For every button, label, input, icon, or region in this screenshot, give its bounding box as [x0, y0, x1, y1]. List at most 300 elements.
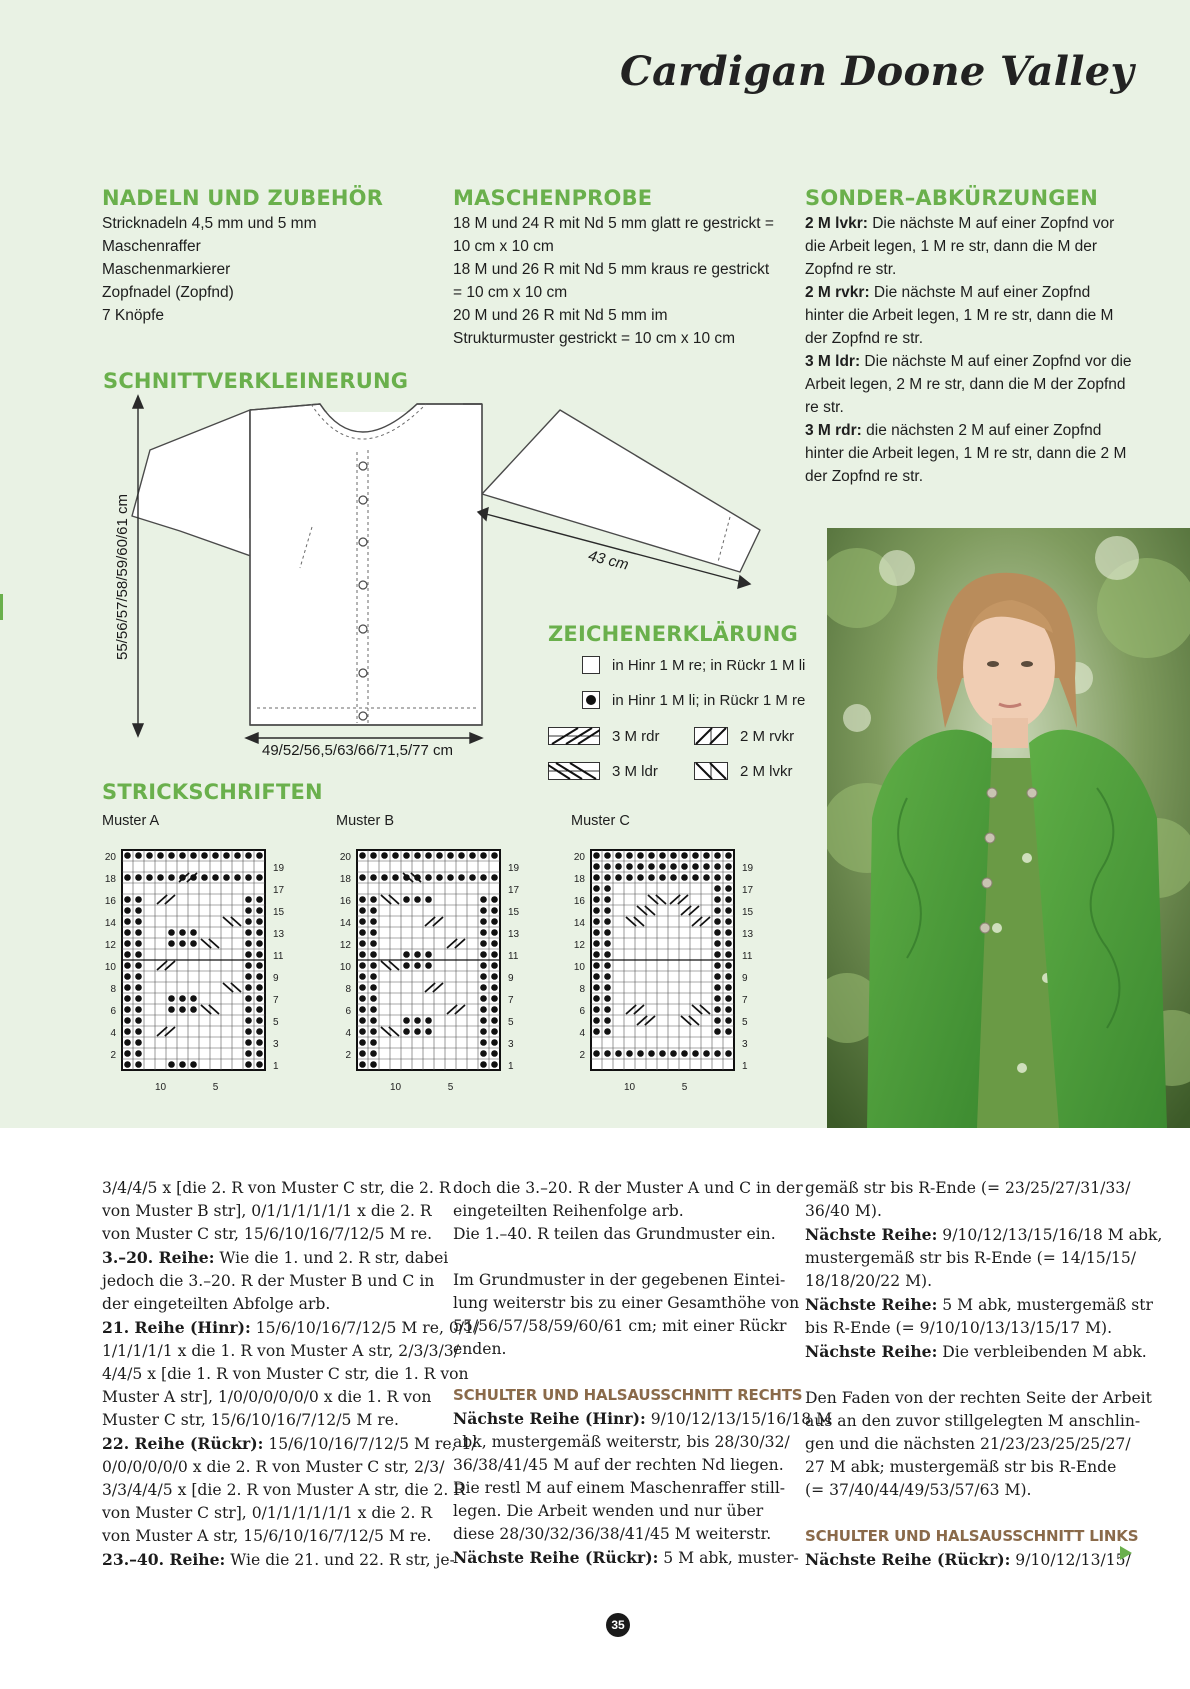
gauge-line: 20 M und 26 R mit Nd 5 mm im — [453, 307, 668, 324]
purl-stitch — [725, 962, 732, 969]
purl-stitch — [714, 885, 721, 892]
legend-2m-rvkr-label: 2 M rvkr — [740, 727, 795, 745]
body-line — [102, 1340, 479, 1363]
purl-stitch — [480, 918, 487, 925]
purl-stitch — [436, 874, 443, 881]
body-column-1 — [102, 1177, 479, 1572]
purl-stitch — [593, 995, 600, 1002]
left-cross-2-icon — [694, 762, 728, 780]
purl-stitch — [725, 863, 732, 870]
purl-stitch — [359, 973, 366, 980]
abbrev-text: die nächsten 2 M auf einer Zopfnd — [861, 422, 1102, 439]
body-line — [453, 1269, 832, 1292]
purl-stitch — [480, 1061, 487, 1068]
row-label: 22. Reihe (Rückr): — [102, 1434, 264, 1453]
body-text: Muster A str], 1/0/0/0/0/0/0 x die 1. R von — [102, 1388, 432, 1406]
purl-stitch — [425, 951, 432, 958]
row-number-label: 20 — [104, 851, 116, 863]
needles-list — [102, 212, 317, 327]
body-text: 36/38/41/45 M auf der rechten Nd liegen. — [453, 1456, 784, 1474]
row-number-label: 17 — [273, 884, 285, 896]
purl-stitch — [604, 874, 611, 881]
purl-stitch — [491, 896, 498, 903]
purl-stitch — [480, 907, 487, 914]
purl-stitch — [725, 1050, 732, 1057]
gauge-line: = 10 cm x 10 cm — [453, 284, 568, 301]
purl-stitch — [256, 1017, 263, 1024]
abbrev-line — [805, 419, 1132, 442]
row-label: Nächste Reihe: — [805, 1295, 938, 1314]
height-label: 55/56/57/58/59/60/61 cm — [114, 494, 131, 660]
body-column-2 — [453, 1177, 832, 1570]
purl-stitch — [245, 973, 252, 980]
purl-stitch — [359, 995, 366, 1002]
legend-2m-lvkr — [694, 762, 793, 780]
purl-stitch — [135, 1039, 142, 1046]
purl-stitch — [725, 929, 732, 936]
body-line — [102, 1246, 479, 1270]
purl-stitch — [491, 962, 498, 969]
column-number-label: 10 — [154, 1082, 167, 1093]
purl-stitch — [403, 896, 410, 903]
purl-stitch — [359, 907, 366, 914]
purl-stitch — [491, 852, 498, 859]
purl-stitch — [692, 1050, 699, 1057]
purl-stitch — [480, 852, 487, 859]
purl-stitch — [256, 995, 263, 1002]
body-text: Die verbleibenden M abk. — [937, 1343, 1147, 1361]
purl-stitch — [480, 940, 487, 947]
purl-stitch — [725, 951, 732, 958]
body-line — [805, 1293, 1162, 1317]
body-text: Muster C str, 15/6/10/16/7/12/5 M re. — [102, 1411, 399, 1429]
body-text: Den Faden von der rechten Seite der Arbeit — [805, 1389, 1152, 1407]
purl-stitch — [179, 1061, 186, 1068]
purl-stitch — [212, 874, 219, 881]
purl-stitch — [480, 962, 487, 969]
row-label: 21. Reihe (Hinr): — [102, 1318, 251, 1337]
purl-stitch — [714, 929, 721, 936]
row-number-label: 8 — [579, 983, 585, 995]
purl-stitch — [135, 995, 142, 1002]
row-number-label: 16 — [104, 895, 116, 907]
purl-stitch — [604, 951, 611, 958]
body-text: legen. Die Arbeit wenden und nur über — [453, 1502, 764, 1520]
column-number-label: 10 — [623, 1082, 636, 1093]
purl-stitch — [370, 907, 377, 914]
abbrev-text: der Zopfnd re str. — [805, 468, 924, 485]
purl-stitch — [168, 1006, 175, 1013]
purl-stitch — [714, 951, 721, 958]
purl-stitch — [201, 874, 208, 881]
purl-stitch — [626, 863, 633, 870]
row-number-label: 1 — [742, 1060, 748, 1072]
purl-stitch — [223, 852, 230, 859]
purl-stitch — [403, 962, 410, 969]
purl-stitch — [392, 852, 399, 859]
purl-stitch — [381, 874, 388, 881]
purl-stitch — [359, 918, 366, 925]
right-cross-3-icon — [548, 727, 600, 745]
row-number-label: 7 — [508, 994, 514, 1006]
legend-purl-label: in Hinr 1 M li; in Rückr 1 M re — [612, 691, 806, 709]
row-number-label: 7 — [273, 994, 279, 1006]
purl-stitch — [593, 951, 600, 958]
purl-stitch — [179, 852, 186, 859]
purl-stitch — [637, 874, 644, 881]
purl-stitch — [135, 1017, 142, 1024]
row-number-label: 3 — [273, 1038, 279, 1050]
purl-stitch — [659, 1050, 666, 1057]
purl-stitch — [491, 1028, 498, 1035]
needles-line: Zopfnadel (Zopfnd) — [102, 284, 234, 301]
row-number-label: 19 — [508, 862, 520, 874]
row-number-label: 16 — [339, 895, 351, 907]
purl-stitch — [425, 962, 432, 969]
body-line — [102, 1200, 479, 1223]
row-number-label: 8 — [345, 983, 351, 995]
abbrev-text: hinter die Arbeit legen, 1 M re str, dann die M — [805, 307, 1114, 324]
purl-stitch — [593, 1006, 600, 1013]
row-label: 23.–40. Reihe: — [102, 1550, 226, 1569]
row-number-label: 8 — [110, 983, 116, 995]
legend-2m-rvkr — [694, 727, 794, 745]
column-number-label: 5 — [212, 1082, 219, 1093]
purl-stitch — [168, 929, 175, 936]
needles-line: Maschenraffer — [102, 238, 201, 255]
purl-stitch — [135, 1006, 142, 1013]
row-number-label: 10 — [573, 961, 585, 973]
purl-stitch — [714, 896, 721, 903]
purl-stitch — [593, 863, 600, 870]
purl-stitch — [124, 973, 131, 980]
purl-stitch — [146, 874, 153, 881]
abbrev-term: 2 M rvkr: — [805, 284, 870, 301]
schematic-heading: SCHNITTVERKLEINERUNG — [103, 369, 409, 393]
abbrev-text: Arbeit legen, 2 M re str, dann die M der Zopfnd — [805, 376, 1126, 393]
row-number-label: 14 — [573, 917, 585, 929]
purl-stitch — [245, 1061, 252, 1068]
charts-heading: STRICKSCHRIFTEN — [102, 780, 323, 804]
purl-stitch — [714, 1017, 721, 1024]
purl-stitch — [190, 995, 197, 1002]
purl-stitch — [491, 1039, 498, 1046]
chart-b-label: Muster B — [336, 813, 395, 829]
paragraph-gap — [453, 1361, 832, 1384]
purl-stitch — [681, 852, 688, 859]
abbrev-term: 2 M lvkr: — [805, 215, 868, 232]
body-text: aus an den zuvor stillgelegten M anschlin- — [805, 1412, 1141, 1430]
body-line — [453, 1500, 832, 1523]
purl-stitch — [637, 1050, 644, 1057]
row-number-label: 13 — [508, 928, 520, 940]
purl-stitch — [256, 874, 263, 881]
body-line — [805, 1548, 1162, 1572]
purl-stitch — [714, 1028, 721, 1035]
body-line — [102, 1456, 479, 1479]
purl-stitch — [491, 984, 498, 991]
gauge-line: 18 M und 26 R mit Nd 5 mm kraus re gestrickt — [453, 261, 770, 278]
purl-stitch — [670, 1050, 677, 1057]
purl-stitch — [458, 874, 465, 881]
purl-stitch — [245, 929, 252, 936]
purl-stitch — [124, 1039, 131, 1046]
row-number-label: 2 — [110, 1049, 116, 1061]
purl-stitch — [403, 852, 410, 859]
purl-stitch — [370, 1017, 377, 1024]
row-label: Nächste Reihe (Rückr): — [453, 1548, 659, 1567]
body-line — [453, 1338, 832, 1361]
page-title: Cardigan Doone Valley — [619, 48, 1134, 95]
abbrev-text: Zopfnd re str. — [805, 261, 897, 278]
body-line — [453, 1523, 832, 1546]
purl-stitch — [201, 852, 208, 859]
purl-stitch — [604, 896, 611, 903]
purl-stitch — [714, 852, 721, 859]
abbrev-list — [805, 212, 1132, 488]
body-text: enden. — [453, 1340, 507, 1358]
row-label: 3.–20. Reihe: — [102, 1248, 215, 1267]
purl-stitch — [491, 1006, 498, 1013]
legend-knit — [582, 656, 805, 674]
purl-stitch — [593, 1050, 600, 1057]
purl-stitch — [256, 940, 263, 947]
body-line — [102, 1316, 479, 1340]
abbrev-text: Die nächste M auf einer Zopfnd vor — [867, 215, 1115, 232]
purl-stitch — [593, 1028, 600, 1035]
continue-arrow-icon — [1120, 1546, 1132, 1560]
row-number-label: 16 — [573, 895, 585, 907]
purl-stitch — [604, 852, 611, 859]
row-number-label: 12 — [573, 939, 585, 951]
purl-stitch — [245, 1028, 252, 1035]
purl-stitch — [168, 1061, 175, 1068]
row-number-label: 17 — [742, 884, 754, 896]
purl-stitch — [604, 984, 611, 991]
body-line — [453, 1315, 832, 1338]
legend-3m-rdr-label: 3 M rdr — [612, 727, 660, 745]
purl-stitch — [256, 1006, 263, 1013]
purl-stitch — [648, 863, 655, 870]
purl-stitch — [124, 907, 131, 914]
purl-stitch — [359, 1061, 366, 1068]
purl-stitch — [469, 852, 476, 859]
purl-stitch — [615, 874, 622, 881]
purl-stitch — [447, 852, 454, 859]
body-line — [453, 1431, 832, 1454]
purl-stitch — [190, 1061, 197, 1068]
needles-line: 7 Knöpfe — [102, 307, 165, 324]
row-number-label: 18 — [573, 873, 585, 885]
legend-3m-ldr — [548, 762, 658, 780]
purl-stitch — [179, 929, 186, 936]
gauge-heading: MASCHENPROBE — [453, 186, 653, 210]
body-text: 15/6/10/16/7/12/5 M re, 0/1/ — [250, 1319, 480, 1337]
page-number: 35 — [606, 1613, 630, 1637]
purl-stitch — [604, 962, 611, 969]
purl-stitch — [403, 1028, 410, 1035]
body-line — [102, 1432, 479, 1456]
purl-stitch — [370, 918, 377, 925]
purl-stitch — [425, 896, 432, 903]
purl-stitch — [392, 874, 399, 881]
purl-stitch — [146, 852, 153, 859]
body-line — [453, 1177, 832, 1200]
purl-stitch — [256, 896, 263, 903]
purl-stitch — [359, 874, 366, 881]
purl-stitch — [370, 940, 377, 947]
purl-stitch — [480, 929, 487, 936]
purl-stitch — [245, 995, 252, 1002]
purl-stitch — [179, 1006, 186, 1013]
purl-stitch — [135, 918, 142, 925]
purl-stitch — [491, 874, 498, 881]
body-line — [805, 1317, 1162, 1340]
purl-stitch — [256, 1050, 263, 1057]
purl-stitch — [425, 874, 432, 881]
purl-stitch — [604, 885, 611, 892]
row-number-label: 20 — [573, 851, 585, 863]
purl-stitch — [256, 907, 263, 914]
purl-stitch — [359, 962, 366, 969]
purl-stitch — [626, 1050, 633, 1057]
purl-stitch — [714, 907, 721, 914]
purl-stitch — [256, 973, 263, 980]
purl-stitch — [359, 951, 366, 958]
purl-stitch — [480, 1050, 487, 1057]
purl-stitch — [604, 1017, 611, 1024]
abbrev-term: 3 M rdr: — [805, 422, 862, 439]
row-number-label: 11 — [742, 950, 753, 962]
row-number-label: 13 — [273, 928, 285, 940]
needles-line: Maschenmarkierer — [102, 261, 231, 278]
purl-stitch — [135, 984, 142, 991]
body-line — [102, 1293, 479, 1316]
purl-stitch — [692, 852, 699, 859]
row-number-label: 5 — [742, 1016, 748, 1028]
purl-stitch — [135, 1061, 142, 1068]
body-line — [453, 1200, 832, 1223]
purl-stitch — [425, 1017, 432, 1024]
purl-stitch — [245, 1006, 252, 1013]
body-line — [805, 1410, 1162, 1433]
purl-stitch — [124, 1006, 131, 1013]
body-line — [102, 1409, 479, 1432]
body-text: Wie die 21. und 22. R str, je- — [225, 1551, 455, 1569]
abbrev-line — [805, 212, 1132, 235]
row-number-label: 9 — [742, 972, 748, 984]
purl-stitch — [370, 1039, 377, 1046]
row-number-label: 6 — [579, 1005, 585, 1017]
purl-stitch — [168, 995, 175, 1002]
row-number-label: 2 — [345, 1049, 351, 1061]
purl-stitch — [425, 852, 432, 859]
purl-stitch — [179, 995, 186, 1002]
purl-stitch — [370, 896, 377, 903]
purl-stitch — [593, 1017, 600, 1024]
abbrev-line — [805, 327, 1132, 350]
purl-stitch — [604, 1050, 611, 1057]
abbrev-text: Die nächste M auf einer Zopfnd vor die — [860, 353, 1132, 370]
purl-stitch — [359, 1006, 366, 1013]
purl-stitch — [135, 1050, 142, 1057]
purl-stitch — [135, 940, 142, 947]
legend-2m-lvkr-label: 2 M lvkr — [740, 762, 793, 780]
purl-stitch — [124, 984, 131, 991]
purl-stitch — [370, 951, 377, 958]
purl-stitch — [370, 984, 377, 991]
abbrev-text: die Arbeit legen, 1 M re str, dann die M der — [805, 238, 1098, 255]
chart-muster-b — [333, 840, 533, 1120]
purl-stitch — [124, 918, 131, 925]
purl-stitch — [245, 896, 252, 903]
row-number-label: 15 — [508, 906, 520, 918]
body-line — [102, 1479, 479, 1502]
purl-stitch — [168, 874, 175, 881]
body-text: von Muster C str], 0/1/1/1/1/1/1 x die 2. R — [102, 1504, 433, 1522]
row-number-label: 10 — [104, 961, 116, 973]
purl-stitch — [245, 1017, 252, 1024]
purl-stitch — [725, 1017, 732, 1024]
abbrev-line — [805, 304, 1132, 327]
chart-muster-a — [98, 840, 298, 1120]
purl-stitch — [480, 1017, 487, 1024]
purl-stitch — [124, 1028, 131, 1035]
width-label: 49/52/56,5/63/66/71,5/77 cm — [262, 742, 453, 759]
abbrev-text: re str. — [805, 399, 844, 416]
purl-stitch — [245, 874, 252, 881]
purl-stitch — [491, 1017, 498, 1024]
purl-stitch — [480, 984, 487, 991]
sleeve-length-label: 43 cm — [586, 547, 631, 574]
purl-stitch — [359, 1050, 366, 1057]
purl-stitch — [593, 973, 600, 980]
purl-stitch — [648, 852, 655, 859]
purl-stitch — [124, 951, 131, 958]
abbrev-line — [805, 350, 1132, 373]
purl-stitch — [615, 863, 622, 870]
purl-stitch — [414, 962, 421, 969]
purl-stitch — [725, 1006, 732, 1013]
purl-stitch — [714, 1006, 721, 1013]
purl-stitch — [168, 940, 175, 947]
left-cross-3-icon — [548, 762, 600, 780]
abbrev-text: Die nächste M auf einer Zopfnd — [869, 284, 1091, 301]
purl-stitch — [480, 995, 487, 1002]
purl-stitch — [714, 874, 721, 881]
row-number-label: 9 — [273, 972, 279, 984]
body-line — [805, 1433, 1162, 1456]
purl-stitch — [256, 929, 263, 936]
knit-symbol-icon — [582, 656, 600, 674]
body-line — [805, 1247, 1162, 1270]
purl-stitch — [135, 907, 142, 914]
purl-stitch — [414, 896, 421, 903]
legend-heading: ZEICHENERKLÄRUNG — [548, 622, 798, 646]
purl-stitch — [593, 940, 600, 947]
purl-stitch — [256, 951, 263, 958]
body-text: 15/6/10/16/7/12/5 M re, 1/ — [263, 1435, 477, 1453]
purl-stitch — [190, 852, 197, 859]
purl-stitch — [615, 1050, 622, 1057]
row-number-label: 14 — [104, 917, 116, 929]
purl-stitch — [714, 863, 721, 870]
purl-stitch — [135, 973, 142, 980]
purl-stitch — [403, 951, 410, 958]
body-text: von Muster C str, 15/6/10/16/7/12/5 M re. — [102, 1225, 433, 1243]
purl-stitch — [491, 929, 498, 936]
purl-stitch — [359, 940, 366, 947]
